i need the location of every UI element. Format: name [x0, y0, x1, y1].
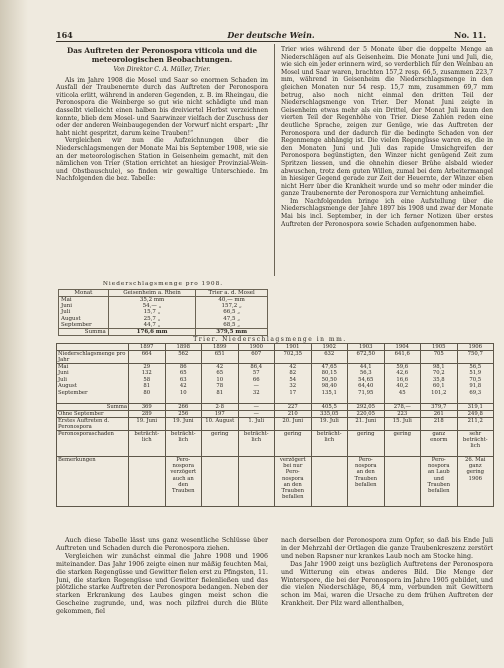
table-cell: gering — [275, 431, 312, 457]
table-cell: Pero- nospora an den Trauben befallen — [348, 457, 385, 507]
table-cell: 211,2 — [457, 418, 494, 431]
table-cell: 10. August — [202, 418, 239, 431]
row-label: Erstes Auftreten d. Peronospora — [57, 418, 129, 431]
table-header-row — [59, 290, 268, 297]
sum-row — [57, 404, 494, 411]
row-label: Peronosporaschaden — [57, 431, 129, 457]
table-cell — [238, 457, 275, 507]
table-cell: 1899 — [202, 344, 239, 351]
value: 66,5 „ — [223, 309, 241, 316]
table-cell: beträcht- lich — [311, 431, 348, 457]
value: 40,— mm — [218, 297, 245, 303]
table-cell: 56,5 51,9 70,5 91,8 69,3 — [457, 364, 494, 404]
header-rule — [56, 41, 486, 42]
page-number: 164 — [56, 30, 73, 40]
table-cell: 641,6 — [384, 351, 421, 364]
table-cell: — — [238, 404, 275, 411]
table-cell: 44,1 56,3 54,65 64,40 71,95 — [348, 364, 385, 404]
table-sum-row — [59, 329, 268, 336]
months-row — [57, 364, 494, 404]
month-label: Juli — [61, 309, 71, 316]
right-column — [281, 46, 493, 333]
table-cell: 227 — [275, 404, 312, 411]
table-header: Trier a. d. Mosel — [196, 290, 268, 297]
table-cell: beträcht- lich — [129, 431, 166, 457]
paragraph: Als im Jahre 1908 die Mosel und Saar so enormen Schaden im Ausfall der Traubenernte durch das Auftreten der Peronospora viticola erlitt, während in anderen Gegenden, z. B. im Rheingau, die Peronospora die Weinberge so gut wie nicht schädigte und man dasselbt vielleicht einen halben bis dreiviertel Herbst verzeichnen konnte, blieb dem Mosel- und Saarwinzer vielfach der Zuschuss der oder der anderen Weinbaugegenden der Vorwurf nicht erspart: „Ihr habt nicht gespritzt, darum keine Trauben!“ — [56, 76, 268, 137]
month-label: Mai — [61, 297, 72, 303]
value: 35,2 mm — [139, 297, 165, 303]
table-row — [59, 297, 268, 329]
paragraph: Vergleichen wir nun die Aufzeichnungen über die Niederschlagsmengen der Monate Mai bis September 1908, wie sie an der meteorologischen Station in Geisenheim gemacht, mit den nämlichen von Trier (Station errichtet an hiesiger Provinzial-Wein- und Obstbauschule), so finden wir gewaltige Unterschiede. Im Nachfolgenden die bez. Tabelle: — [56, 137, 268, 183]
row-label — [57, 344, 129, 351]
table-cell: 292,05 — [348, 404, 385, 411]
table-cell: 607 — [238, 351, 275, 364]
table1 — [58, 289, 268, 336]
table-cell: 210 — [275, 411, 312, 418]
table-cell: 266 — [165, 404, 202, 411]
table-cell: 1900 — [238, 344, 275, 351]
month-label: August — [61, 315, 81, 322]
table-cell: 26. Mai ganz gering 1906 — [457, 457, 494, 507]
table-cell: 369 — [129, 404, 166, 411]
table-header: Monat — [59, 290, 109, 297]
value: 25,7 „ — [143, 315, 161, 322]
value: 47,5 „ — [223, 315, 241, 322]
table-cell: 1902 — [311, 344, 348, 351]
journal-title: Der deutsche Wein. — [227, 30, 315, 40]
table-cell: 47,65 80,15 50,50 98,40 135,1 — [311, 364, 348, 404]
row-label: Summa — [57, 404, 129, 411]
table-cell: sehr beträcht- lich — [457, 431, 494, 457]
table-cell — [311, 457, 348, 507]
table-cell: — — [238, 411, 275, 418]
month-label: Juni — [61, 303, 73, 310]
paragraph: Vergleichen wir zunächst einmal die Jahre 1908 und 1906 miteinander. Das Jahr 1906 zeigte einen nur mäßig feuchten Mai, die starken Regengüsse und Gewitter fielen erst zu Pfingsten, 11. Juni, die starken Regengüsse und Gewitter fielenließen und das plötzliche starke Auftreten der Peronospora bedangen. Neben der starken Erkrankung des Laubes gingen meist schon die Gescheine zugrunde, und, was noch pilzfrei durch die Blüte gekommen, fiel — [56, 552, 268, 616]
table-cell: ganz enorm — [421, 431, 458, 457]
table-cell: beträcht- lich — [238, 431, 275, 457]
table-cell: 1904 — [384, 344, 421, 351]
table-cell: 632 — [311, 351, 348, 364]
table-cell: 335,05 — [311, 411, 348, 418]
table-cell: gering — [384, 431, 421, 457]
sum-label: Summa — [59, 329, 109, 336]
table2-caption: Trier. Niederschlagsmenge in mm. — [193, 336, 347, 343]
year-row — [57, 344, 494, 351]
row-label: Niederschlagsmenge pro Jahr — [57, 351, 129, 364]
table-cell: 86 65 63 42 10 — [165, 364, 202, 404]
article-author: Von Direktor C. A. Müller, Trier. — [113, 66, 211, 73]
issue-number: No. 11. — [454, 30, 486, 40]
table-cell: 220,05 — [348, 411, 385, 418]
column-divider — [274, 44, 275, 276]
table-cell: 1905 — [421, 344, 458, 351]
table-cell — [202, 457, 239, 507]
value: 54,— „ — [142, 303, 162, 310]
table-cell: 15. Juli — [384, 418, 421, 431]
table-cell: 651 — [202, 351, 239, 364]
table-cell: 86,4 57 66 — 32 — [238, 364, 275, 404]
table-cell: 21. Juni — [348, 418, 385, 431]
table-cell: beträcht- lich — [165, 431, 202, 457]
paragraph: Trier wies während der 5 Monate über die doppelte Menge an Niederschlägen auf als Geisenheim. Die Monate Juni und Juli, die, wie sich ein jeder erinnern wird, so verderblich für den Weinbau an Mosel und Saar waren, brachten 157,2 resp. 66,5, zusammen 223,7 mm, während in Geisenheim die Niederschlagsmenge in den gleichen Monaten nur 54 resp. 15,7 mm, zusammen 69,7 mm betrug, also noch nicht einmal den dritten Teil der Niederschlagsmenge von Trier. Der Monat Juni zeigte in Geisenheim etwas mehr als ein Drittel, der Monat Juli kaum den vierten Teil der Regenhöhe von Trier. Diese Zahlen reden eine deutliche Sprache, zeigen zur Genüge, wie das Auftreten der Peronospora und der dadurch für die bedingte Schaden von der Regenmenge abhängig ist. Die vielen Regengüsse waren es, die in den Monaten Juni und Juli das rapide Umsichgreifen der Peronospora begünstigten, den Winzer nicht genügend Zeit zum Spritzen liessen, und die ohnehin dieser Brühe alsbald wieder abwuschen, trotz dem guten Willen, zumal bei dem Arbeitermangel in hiesiger Gegend gerade zur Zeit der Heuernte, der Winzer eben nicht Herr über die Krankheit wurde und so mehr oder minder die ganze Traubenernte der Peronospora zur Vernichtung anheimfiel. — [281, 46, 493, 198]
left-column — [56, 46, 268, 278]
table-cell: gering — [348, 431, 385, 457]
table-cell: 702,35 — [275, 351, 312, 364]
row-label: Bemerkungen — [57, 457, 129, 507]
table-cell: 261 — [421, 411, 458, 418]
bottom-left-column — [56, 537, 268, 663]
table-cell: 562 — [165, 351, 202, 364]
table-cell: gering — [202, 431, 239, 457]
table-cell: 249,8 — [457, 411, 494, 418]
book-spine-shadow — [0, 0, 28, 668]
table-cell: 379,7 — [421, 404, 458, 411]
table-cell: Pero- nospora an Laub und Trauben befallen — [421, 457, 458, 507]
table-cell: 256 — [165, 411, 202, 418]
table-cell — [59, 297, 109, 329]
table-cell: 1906 — [457, 344, 494, 351]
table-cell: 1903 — [348, 344, 385, 351]
table-header: Geisenheim a. Rhein — [108, 290, 195, 297]
table-cell: 705 — [421, 351, 458, 364]
table2 — [56, 343, 494, 507]
table-cell: 289 — [129, 411, 166, 418]
table-cell: 1. Juli — [238, 418, 275, 431]
value: 157,2 „ — [221, 303, 242, 310]
paragraph: Auch diese Tabelle lässt uns ganz wesentliche Schlüsse über Auftreten und Schaden durch die Peronospora ziehen. — [56, 537, 268, 552]
sum-value: 379,5 mm — [196, 329, 268, 336]
table-cell: 42 65 10 78 81 — [202, 364, 239, 404]
table-cell: 750,7 — [457, 351, 494, 364]
value: 44,7 „ — [143, 321, 161, 328]
table-cell: 59,6 42,6 16,6 40,2 45 — [384, 364, 421, 404]
bottom-right-column — [281, 537, 493, 663]
month-label: September — [61, 321, 92, 328]
table-cell: 197 — [202, 411, 239, 418]
first-row — [57, 418, 494, 431]
table-cell: 2·8 — [202, 404, 239, 411]
article-title: Das Auftreten der Peronospora viticola und die meteorologischen Beobachtungen. — [66, 46, 258, 64]
row-label: Ohne September — [57, 411, 129, 418]
table-cell: 20. Juni — [275, 418, 312, 431]
paragraph: nach derselben der Peronospora zum Opfer, so daß bis Ende Juli in der Mehrzahl der Ortlagen die ganze Traubenkreszenz zerstört und neben Rapsner nur krankes Laub noch am Stocke hing. — [281, 537, 493, 560]
table-cell: 1897 — [129, 344, 166, 351]
table-cell: 278,— — [384, 404, 421, 411]
table-cell — [129, 457, 166, 507]
table1-caption: Niederschlagsmenge pro 1908. — [102, 281, 224, 287]
value: 68,5 „ — [223, 321, 241, 328]
table-cell: 29 132 58 81 80 — [129, 364, 166, 404]
table-cell: 664 — [129, 351, 166, 364]
table-cell: 1898 — [165, 344, 202, 351]
table-cell — [108, 297, 195, 329]
table-cell: 19. Juli — [311, 418, 348, 431]
table-cell: 42 82 54 32 17 — [275, 364, 312, 404]
table-cell — [196, 297, 268, 329]
table-cell — [384, 457, 421, 507]
table-cell: 405,5 — [311, 404, 348, 411]
table-cell: Pero- nospora verzögert auch an den Trauben — [165, 457, 202, 507]
table-cell: verzögert bei nur Pero- nospora an den Trauben befallen — [275, 457, 312, 507]
table-cell: 19. Juni — [129, 418, 166, 431]
table-cell: 218 — [421, 418, 458, 431]
table-cell: 98,1 70,2 35,8 60,1 101,2 — [421, 364, 458, 404]
value: 15,7 „ — [143, 309, 161, 316]
annual-row — [57, 351, 494, 364]
ohne-row — [57, 411, 494, 418]
table-cell: 319,1 — [457, 404, 494, 411]
table-cell: 19. Juni — [165, 418, 202, 431]
paragraph: Das Jahr 1900 zeigt uns bezüglich Auftretens der Peronospora und Witterung ein etwas anderes Bild. Die Menge der Winterspore, die bei der Peronospora im Jahre 1905 gebildet, und die vielen Niederschläge, 86,4 mm, verbunden mit Gewittern schon im Mai, waren die Ursache zu dem frühen Auftreten der Krankheit. Der Pilz ward allenthalben, — [281, 560, 493, 608]
table-cell: 672,50 — [348, 351, 385, 364]
paragraph: Im Nachfolgenden bringe ich eine Aufstellung über die Niederschlagsmenge der Jahre 1897 bis 1908 und zwar der Monate Mai bis incl. September, in der ich ferner Notizen über erstes Auftreten der Peronospora sowie Schaden aufgenommen habe. — [281, 197, 493, 228]
bem-row — [57, 457, 494, 507]
table-cell: 223 — [384, 411, 421, 418]
paras-row — [57, 431, 494, 457]
row-label: Mai Juni Juli August September — [57, 364, 129, 404]
sum-value: 176,6 mm — [108, 329, 195, 336]
table-cell: 1901 — [275, 344, 312, 351]
